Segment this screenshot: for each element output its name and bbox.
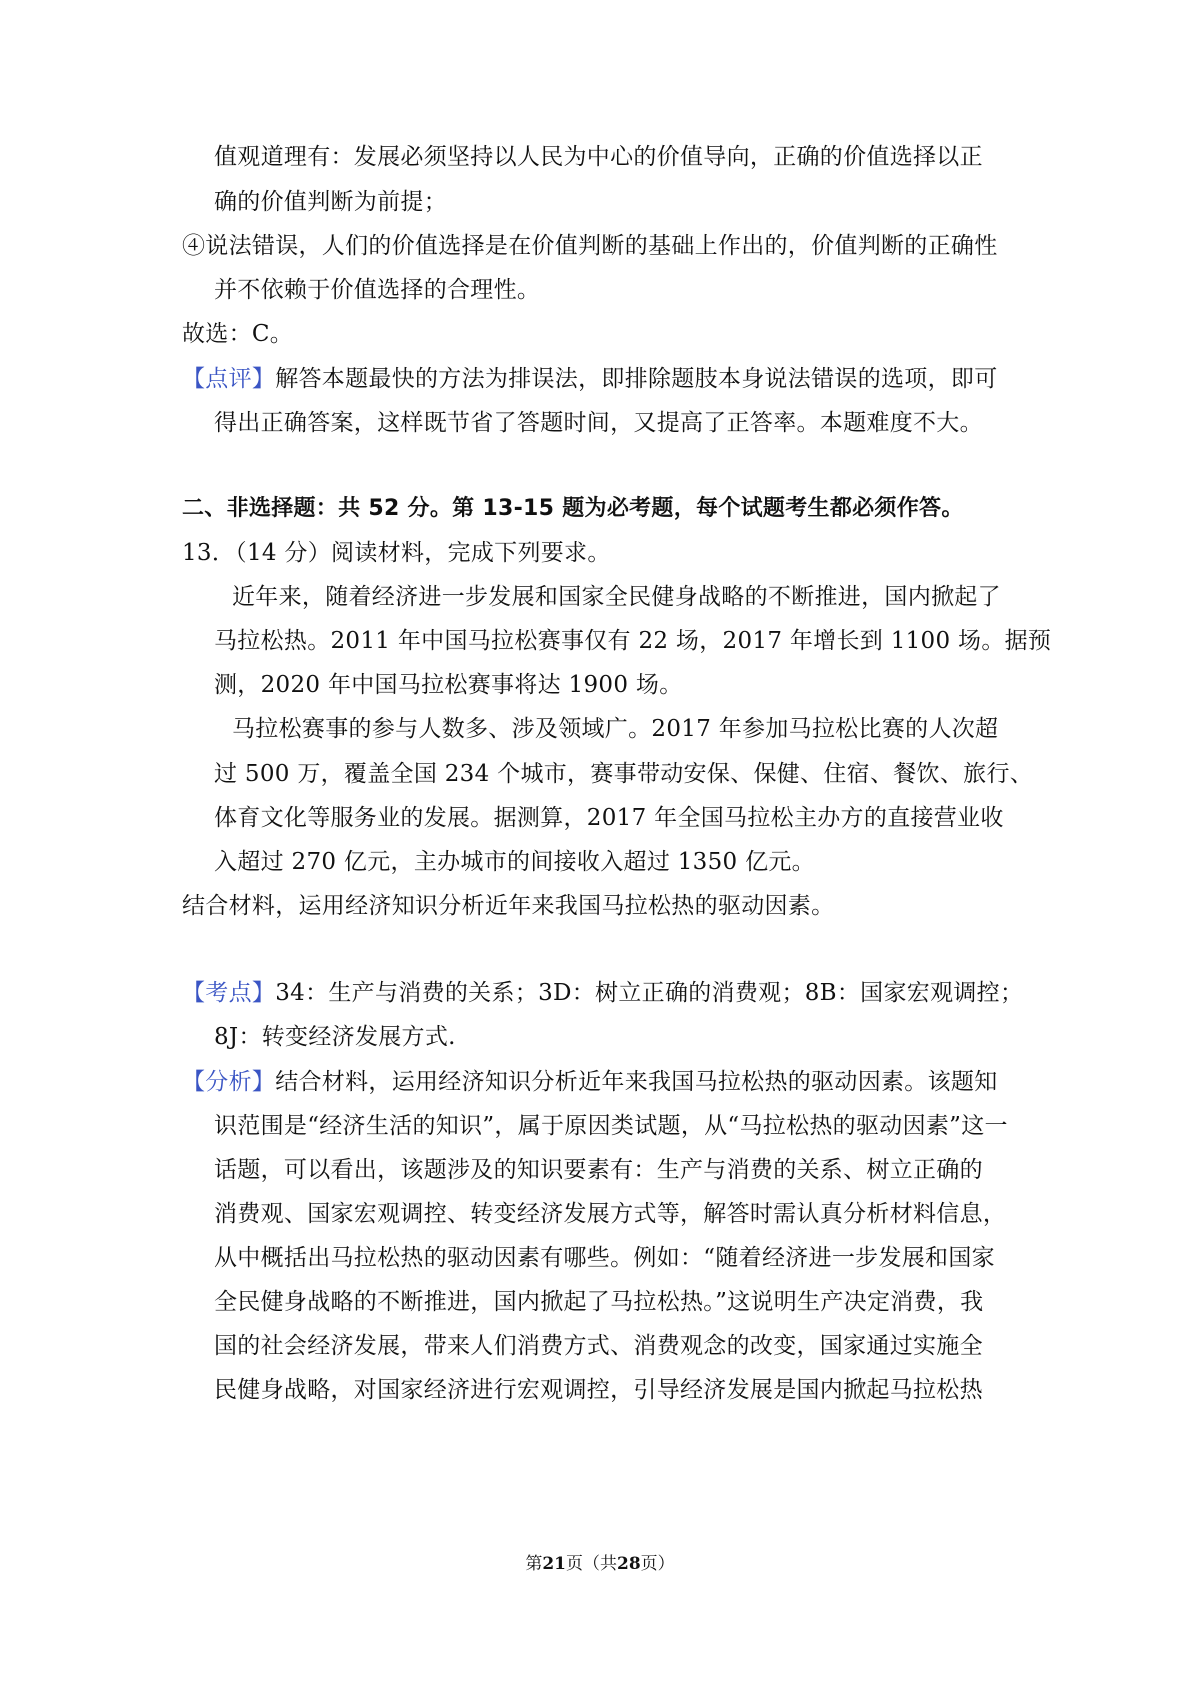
review-paragraph [182, 364, 998, 394]
review-tag: 【点评】 [182, 366, 276, 392]
text-line: 体育文化等服务业的发展。据测算，2017 年全国马拉松主办方的直接营业收 [214, 805, 1004, 831]
text-line: 过 500 万，覆盖全国 234 个城市，赛事带动安保、保健、住宿、餐饮、旅行、 [214, 761, 1034, 787]
page-total: 28 [617, 1554, 641, 1574]
text-line: 全民健身战略的不断推进，国内掀起了马拉松热。”这说明生产决定消费，我 [214, 1289, 984, 1315]
text-line: 并不依赖于价值选择的合理性。 [214, 277, 541, 303]
text-line: 结合材料，运用经济知识分析近年来我国马拉松热的驱动因素。该题知 [275, 1069, 998, 1095]
text-line: 得出正确答案，这样既节省了答题时间，又提高了正答率。本题难度不大。 [214, 410, 983, 436]
text-line: 话题，可以看出，该题涉及的知识要素有：生产与消费的关系、树立正确的 [214, 1157, 983, 1183]
page-footer [0, 1552, 1200, 1576]
footer-suffix: 页） [640, 1554, 675, 1574]
knowledge-tag: 【考点】 [182, 980, 276, 1006]
text-line: 消费观、国家宏观调控、转变经济发展方式等，解答时需认真分析材料信息， [214, 1201, 1007, 1227]
text-line: 民健身战略，对国家经济进行宏观调控，引导经济发展是国内掀起马拉松热 [214, 1377, 983, 1403]
question-title: 13．（14 分）阅读材料，完成下列要求。 [182, 540, 611, 566]
footer-prefix: 第 [525, 1554, 543, 1574]
text-line: 国的社会经济发展，带来人们消费方式、消费观念的改变，国家通过实施全 [214, 1333, 983, 1359]
text-line: 从中概括出马拉松热的驱动因素有哪些。例如：“随着经济进一步发展和国家 [214, 1245, 995, 1271]
text-line: 解答本题最快的方法为排误法，即排除题肢本身说法错误的选项，即可 [275, 366, 998, 392]
page-number: 21 [542, 1554, 566, 1574]
text-line: 识范围是“经济生活的知识”，属于原因类试题，从“马拉松热的驱动因素”这一 [214, 1113, 1008, 1139]
text-line: ④说法错误，人们的价值选择是在价值判断的基础上作出的，价值判断的正确性 [182, 233, 998, 259]
analysis-tag: 【分析】 [182, 1069, 276, 1095]
text-line: 马拉松热。2011 年中国马拉松赛事仅有 22 场，2017 年增长到 1100 场。据预 [214, 628, 1052, 654]
knowledge-paragraph [182, 978, 1023, 1008]
text-line: 入超过 270 亿元，主办城市的间接收入超过 1350 亿元。 [214, 849, 815, 875]
question-prompt: 结合材料，运用经济知识分析近年来我国马拉松热的驱动因素。 [182, 893, 835, 919]
text-line: 测，2020 年中国马拉松赛事将达 1900 场。 [214, 672, 683, 698]
section-heading: 二、非选择题：共 52 分。第 13-15 题为必考题，每个试题考生都必须作答。 [182, 496, 964, 521]
text-line: 34：生产与消费的关系；3D：树立正确的消费观；8B：国家宏观调控； [275, 980, 1024, 1006]
analysis-paragraph [182, 1067, 998, 1097]
text-line: 近年来，随着经济进一步发展和国家全民健身战略的不断推进，国内掀起了 [232, 584, 1001, 610]
footer-middle: 页（共 [566, 1554, 617, 1574]
text-line: 故选：C。 [182, 321, 294, 347]
text-line: 值观道理有：发展必须坚持以人民为中心的价值导向，正确的价值选择以正 [214, 144, 983, 170]
text-line: 8J：转变经济发展方式. [214, 1024, 456, 1050]
text-line: 确的价值判断为前提； [214, 189, 447, 215]
text-line: 马拉松赛事的参与人数多、涉及领域广。2017 年参加马拉松比赛的人次超 [232, 716, 999, 742]
